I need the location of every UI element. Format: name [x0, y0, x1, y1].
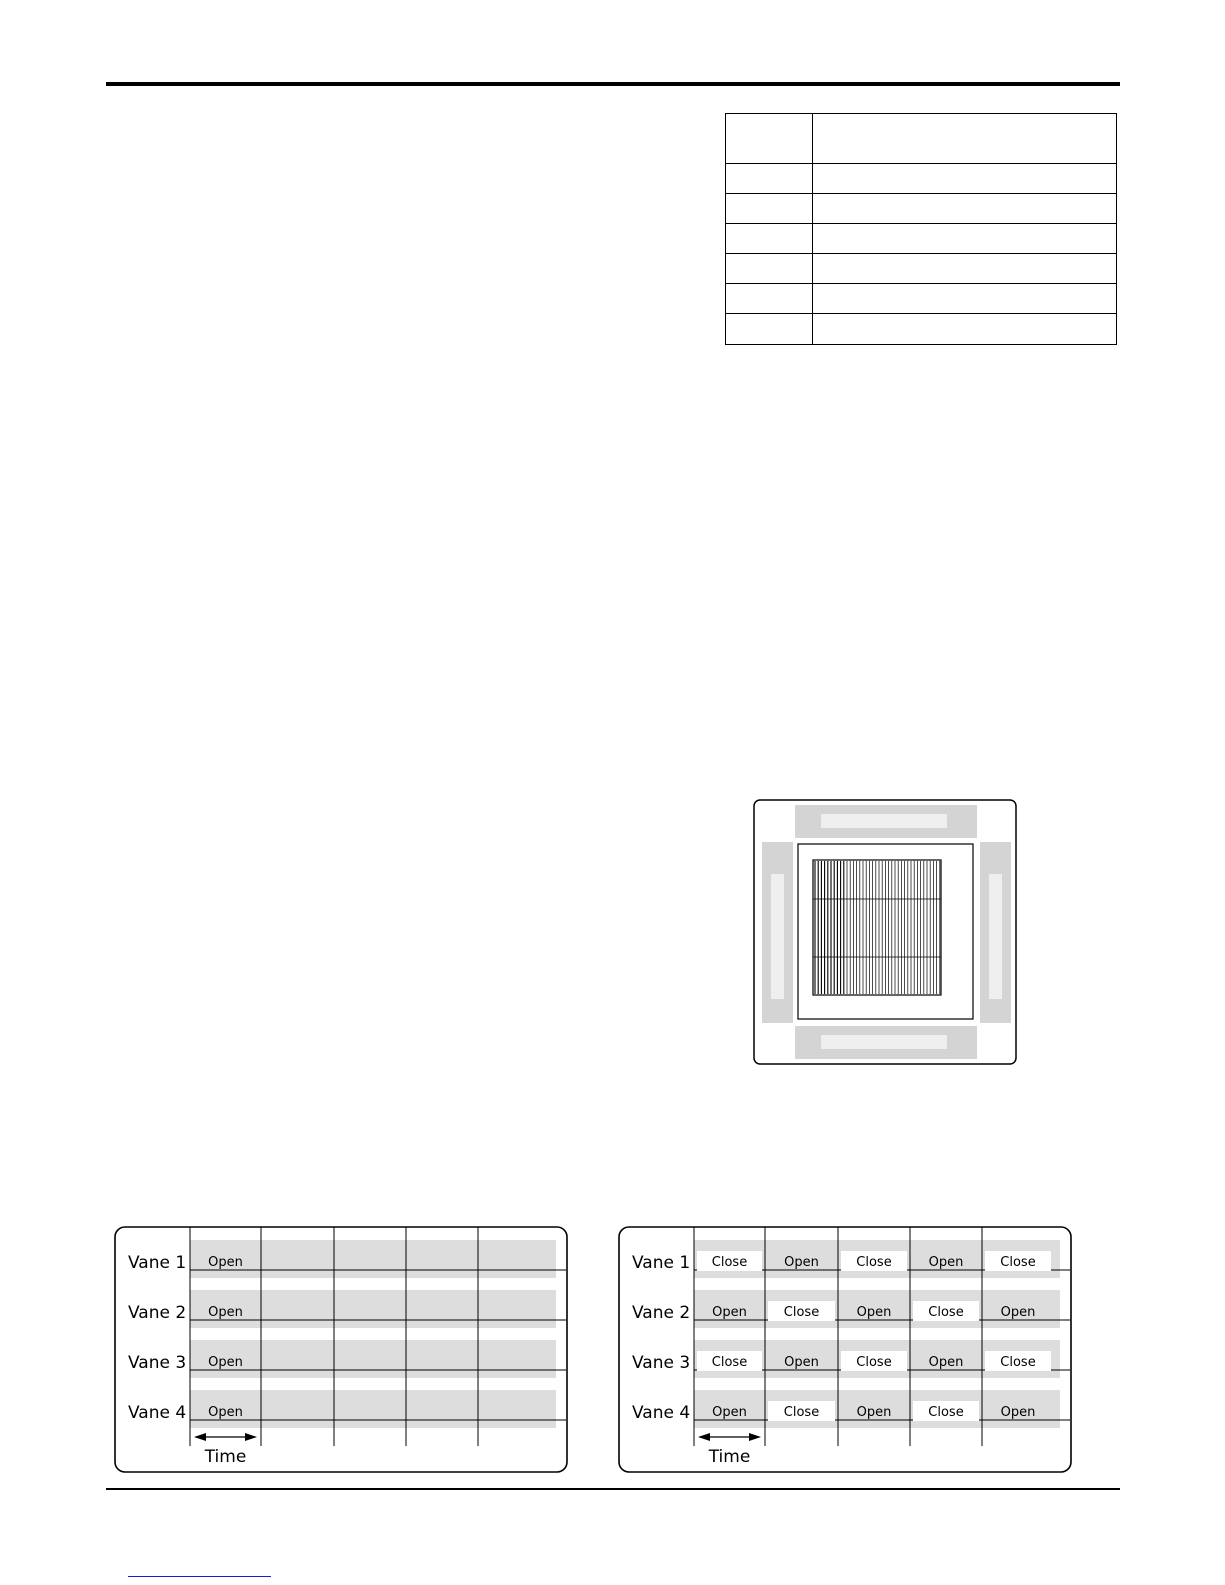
- top-vane-slot: [821, 814, 947, 828]
- top-rule: [106, 82, 1120, 86]
- vane-state: Close: [1000, 1255, 1036, 1270]
- vane-state: Close: [783, 1405, 820, 1420]
- vane-state: Open: [856, 1305, 892, 1320]
- bottom-rule: [106, 1488, 1120, 1490]
- cassette-panel-figure: [753, 799, 1017, 1065]
- vane-state: Open: [208, 1355, 243, 1370]
- table-row: [726, 224, 1117, 254]
- table-cell: [813, 194, 1117, 224]
- vane-state: Close: [856, 1255, 892, 1270]
- table-cell: [813, 114, 1117, 164]
- vane-state: Open: [208, 1255, 243, 1270]
- time-label: Time: [708, 1447, 751, 1467]
- table-row: [726, 284, 1117, 314]
- table-cell: [813, 224, 1117, 254]
- vane-timing-chart: [618, 1226, 1076, 1476]
- vane-band: [190, 1240, 556, 1278]
- reference-table: [725, 113, 1117, 345]
- table-cell: [726, 114, 813, 164]
- vane-band: [190, 1340, 556, 1378]
- vane-state: Open: [928, 1355, 964, 1370]
- vane-state: Open: [208, 1305, 243, 1320]
- table-row: [726, 114, 1117, 164]
- vane-state: Open: [1000, 1305, 1036, 1320]
- footer-link-underline[interactable]: [128, 1576, 271, 1577]
- vane-label: Vane 2: [632, 1303, 691, 1323]
- table-cell: [726, 194, 813, 224]
- bottom-vane-slot: [821, 1035, 947, 1049]
- table-cell: [726, 254, 813, 284]
- table-cell: [813, 314, 1117, 345]
- table-cell: [726, 224, 813, 254]
- table-row: [726, 164, 1117, 194]
- vane-label: Vane 2: [128, 1303, 187, 1323]
- intake-grille: [813, 860, 941, 995]
- vane-state: Close: [711, 1355, 748, 1370]
- table-row: [726, 254, 1117, 284]
- vane-timing-chart: [114, 1226, 572, 1476]
- vane-state: Open: [208, 1405, 243, 1420]
- vane-state: Close: [1000, 1355, 1036, 1370]
- vane-band: [190, 1390, 556, 1428]
- vane-state: Close: [928, 1305, 964, 1320]
- right-vane-slot: [989, 874, 1002, 999]
- table-cell: [813, 284, 1117, 314]
- vane-label: Vane 3: [632, 1353, 691, 1373]
- vane-state: Open: [1000, 1405, 1036, 1420]
- left-vane-slot: [771, 874, 784, 999]
- table-row: [726, 314, 1117, 345]
- vane-state: Open: [856, 1405, 892, 1420]
- table-row: [726, 194, 1117, 224]
- vane-diagram-left: [114, 1226, 572, 1476]
- vane-state: Close: [928, 1405, 964, 1420]
- table-cell: [726, 164, 813, 194]
- vane-state: Open: [712, 1405, 747, 1420]
- time-label: Time: [204, 1447, 247, 1467]
- vane-state: Open: [784, 1255, 819, 1270]
- vane-state: Open: [784, 1355, 819, 1370]
- vane-state: Open: [928, 1255, 964, 1270]
- vane-label: Vane 1: [632, 1253, 691, 1273]
- vane-label: Vane 1: [128, 1253, 187, 1273]
- vane-state: Open: [712, 1305, 747, 1320]
- vane-state: Close: [783, 1305, 820, 1320]
- vane-label: Vane 3: [128, 1353, 187, 1373]
- vane-state: Close: [856, 1355, 892, 1370]
- table-cell: [726, 284, 813, 314]
- vane-label: Vane 4: [632, 1403, 691, 1423]
- table-cell: [813, 164, 1117, 194]
- vane-label: Vane 4: [128, 1403, 187, 1423]
- vane-state: Close: [711, 1255, 748, 1270]
- vane-diagram-right: [618, 1226, 1076, 1476]
- table-cell: [726, 314, 813, 345]
- vane-band: [190, 1290, 556, 1328]
- table-cell: [813, 254, 1117, 284]
- grille-frame: [813, 860, 941, 995]
